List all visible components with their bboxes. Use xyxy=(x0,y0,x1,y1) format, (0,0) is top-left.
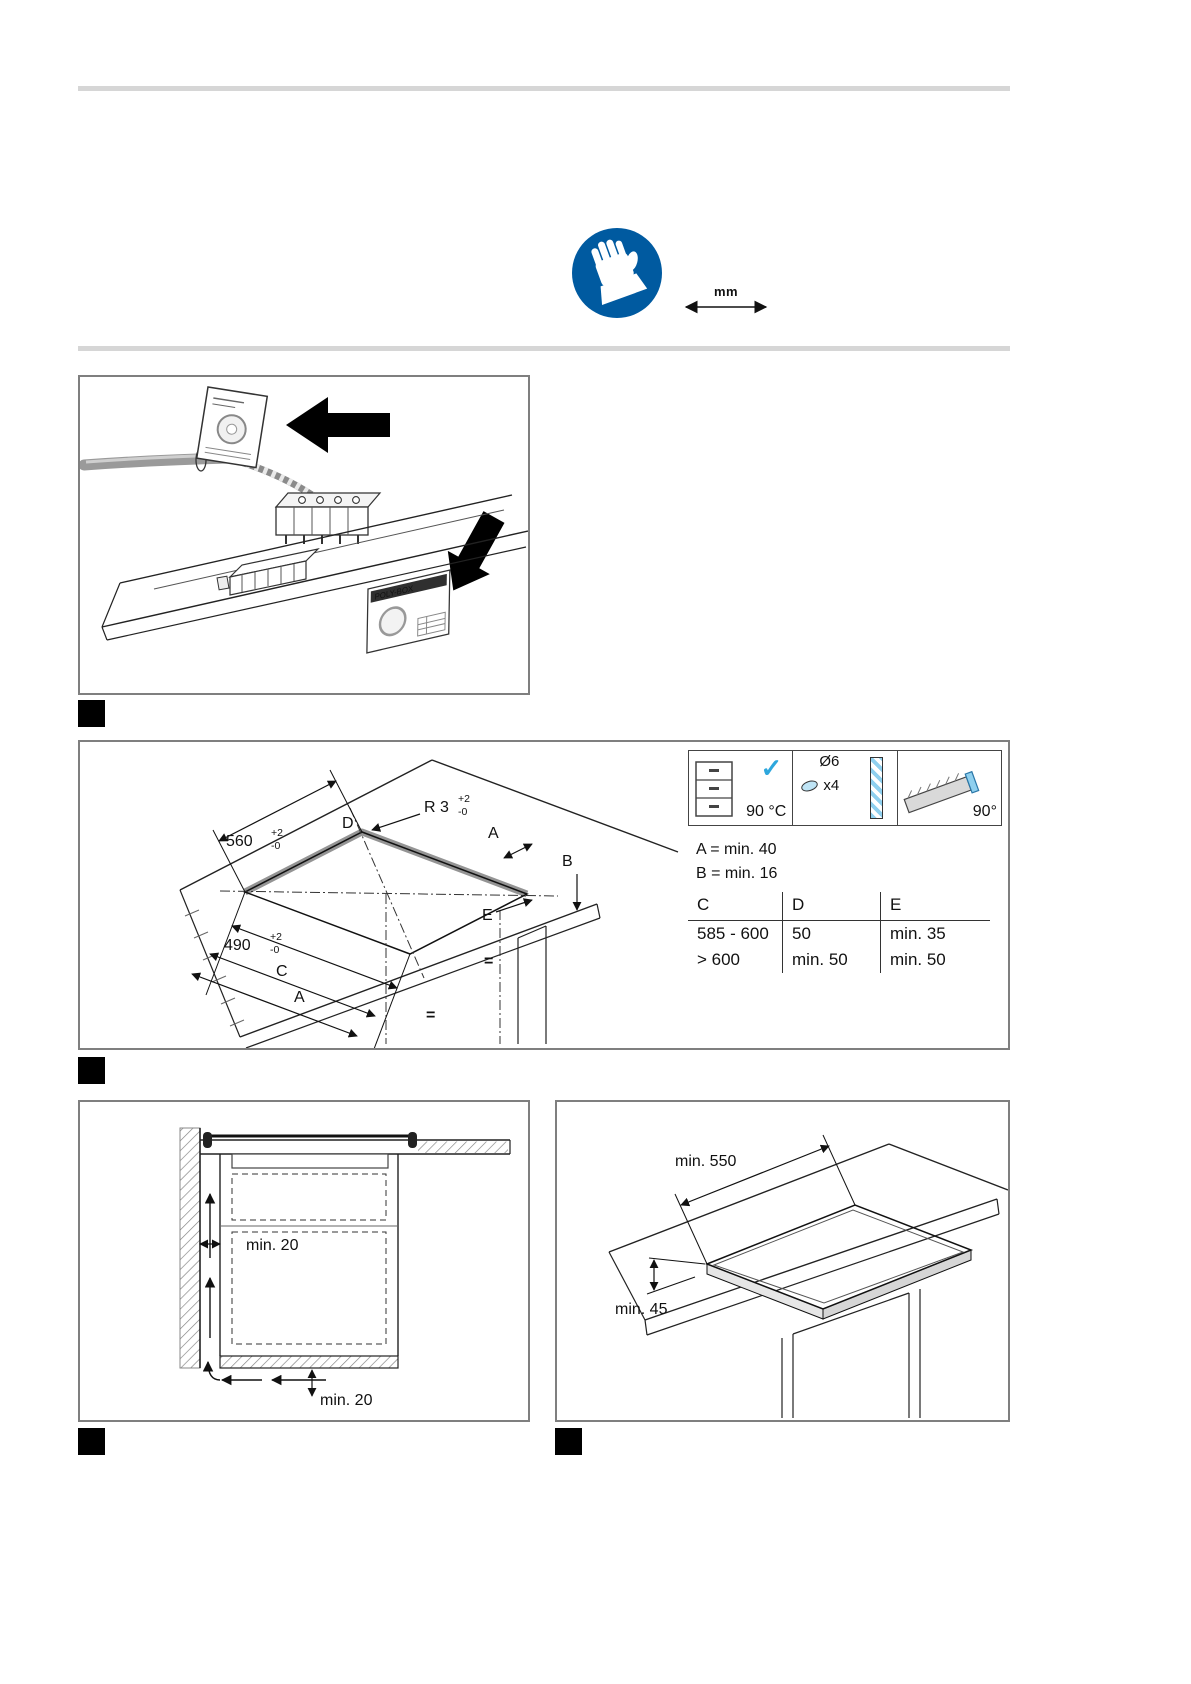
dim-radius-tol-plus: +2 xyxy=(458,793,470,805)
equal-mark-top: = xyxy=(484,953,494,970)
clearance-dimensions xyxy=(200,1237,373,1409)
step-marker-2 xyxy=(78,1057,105,1084)
dimension-table xyxy=(688,892,990,973)
check-icon: ✓ xyxy=(760,753,783,783)
drill-bit-icon xyxy=(870,757,883,819)
table-cell: > 600 xyxy=(697,950,741,969)
dim-label-a-top: A xyxy=(488,825,499,842)
dim-label-e: E xyxy=(482,907,493,924)
step-marker-1 xyxy=(78,700,105,727)
table-cell: min. 35 xyxy=(880,921,990,947)
unit-label: mm xyxy=(713,284,739,299)
cutout-position-drawing xyxy=(557,1102,1008,1420)
drill-holes-cell xyxy=(792,751,896,825)
airflow-arrows xyxy=(208,1194,326,1380)
requirements-panel xyxy=(688,750,1002,826)
dimension-unit-note xyxy=(680,284,772,320)
drill-diameter: Ø6 xyxy=(819,753,840,770)
dim-depth-tol-minus: -0 xyxy=(270,944,280,956)
bottom-clearance-label: min. 20 xyxy=(320,1392,373,1409)
dim-width-tol-minus: -0 xyxy=(271,840,281,852)
dimensions xyxy=(615,1135,855,1318)
polybox-label: POLY-BOX xyxy=(374,583,414,602)
rear-clearance-label: min. 20 xyxy=(246,1237,299,1254)
dim-label-a-bottom: A xyxy=(294,989,305,1006)
note-b: B = min. 16 xyxy=(696,865,778,882)
figure-cutout-dimensions xyxy=(78,740,1010,1050)
dim-label-d: D xyxy=(342,815,354,832)
table-cell: 50 xyxy=(782,921,880,947)
table-header-d: D xyxy=(782,892,880,921)
dim-label-b: B xyxy=(562,853,573,870)
hob-connection-box xyxy=(217,549,318,595)
dim-depth: 490 xyxy=(224,937,251,954)
dim-width-tol-plus: +2 xyxy=(271,827,283,839)
hole-count: x4 xyxy=(823,777,840,794)
table-header-e: E xyxy=(880,892,990,921)
front-clearance-label: min. 45 xyxy=(615,1301,668,1318)
dimension-notes xyxy=(696,838,777,886)
table-cell: min. 50 xyxy=(782,947,880,973)
dim-width: 560 xyxy=(226,833,253,850)
step-marker-4 xyxy=(555,1428,582,1455)
dimension-lines xyxy=(192,770,577,1048)
cabinet-section xyxy=(220,1154,398,1368)
note-a: A = min. 40 xyxy=(696,841,777,858)
cabinet-temperature-cell xyxy=(689,751,792,825)
figure-ventilation xyxy=(78,1100,530,1422)
equal-mark-bottom: = xyxy=(426,1007,436,1024)
sealed-edge-cell xyxy=(897,751,1001,825)
cable-tag xyxy=(196,387,267,471)
double-arrow-icon xyxy=(680,299,772,315)
table-cell: min. 50 xyxy=(880,947,990,973)
edge-angle: 90° xyxy=(972,803,997,820)
cabinet-lines xyxy=(518,926,546,1044)
unpacking-drawing xyxy=(80,377,528,693)
polybox-document xyxy=(367,570,450,653)
dim-label-c: C xyxy=(276,963,288,980)
cutout-width-label: min. 550 xyxy=(675,1153,737,1170)
table-header-c: C xyxy=(688,892,782,921)
dim-radius: R 3 xyxy=(424,799,449,816)
cabinet-icon xyxy=(695,761,733,817)
arrow-left-icon xyxy=(286,397,390,453)
wall-section xyxy=(180,1128,200,1368)
section-divider xyxy=(78,346,1010,351)
table-cell: 585 - 600 xyxy=(697,924,769,943)
figure-cutout-position xyxy=(555,1100,1010,1422)
dim-depth-tol-plus: +2 xyxy=(270,931,282,943)
top-divider xyxy=(78,86,1010,91)
dim-radius-tol-minus: -0 xyxy=(458,806,468,818)
figure-unpacking xyxy=(78,375,530,695)
clearance-zones xyxy=(232,1174,386,1344)
hole-icon xyxy=(800,779,819,794)
hob-cross-section xyxy=(200,1132,510,1168)
temperature-rating: 90 °C xyxy=(746,803,787,820)
step-marker-3 xyxy=(78,1428,105,1455)
wear-gloves-icon xyxy=(570,226,664,320)
ventilation-drawing xyxy=(80,1102,528,1420)
